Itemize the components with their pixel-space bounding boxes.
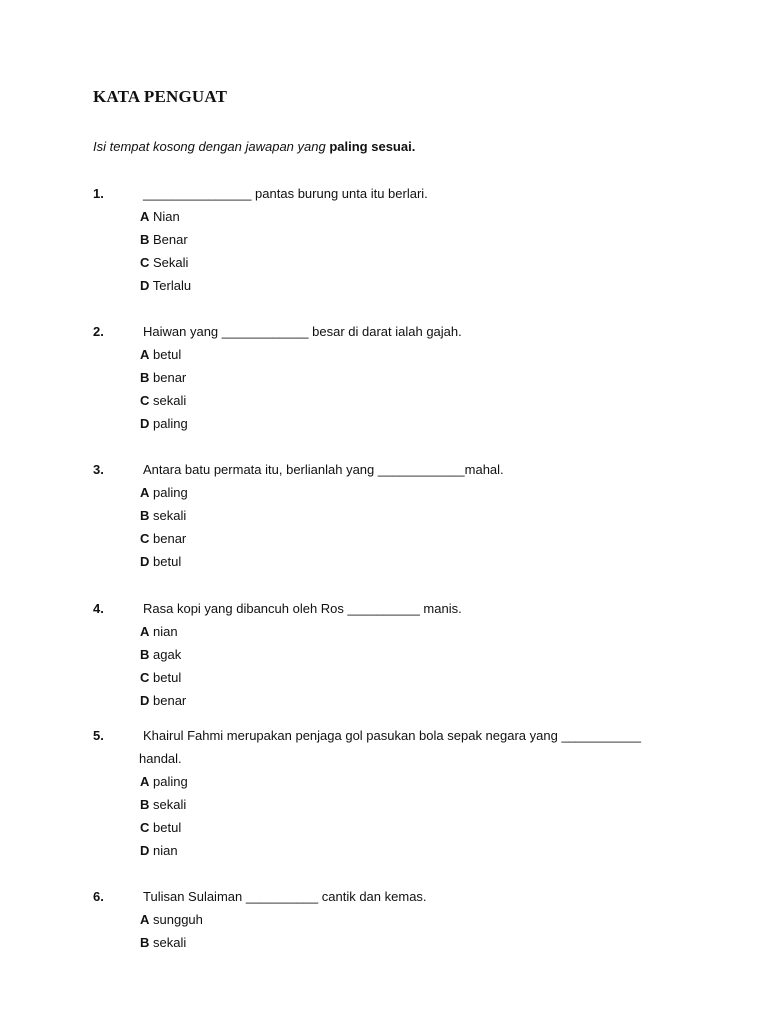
option-text: betul — [153, 820, 182, 835]
question-5 — [93, 724, 713, 862]
option-text: paling — [153, 774, 188, 789]
option-d — [93, 274, 713, 297]
option-letter: A — [140, 912, 150, 927]
option-text: sungguh — [153, 912, 203, 927]
option-b — [93, 366, 713, 389]
option-text: benar — [153, 693, 187, 708]
question-text: Khairul Fahmi merupakan penjaga gol pasukan bola sepak negara yang ___________ — [143, 728, 641, 743]
option-letter: C — [140, 670, 150, 685]
question-4 — [93, 597, 713, 712]
option-text: benar — [153, 370, 187, 385]
option-a — [93, 205, 713, 228]
option-text: nian — [153, 843, 178, 858]
question-2 — [93, 320, 713, 435]
option-d — [93, 550, 713, 573]
option-letter: A — [140, 347, 150, 362]
question-text-continuation: handal. — [139, 751, 182, 766]
question-number: 5. — [93, 728, 104, 743]
option-a — [93, 770, 713, 793]
option-text: Terlalu — [152, 278, 192, 293]
option-b — [93, 504, 713, 527]
options-list — [93, 620, 713, 712]
option-c — [93, 527, 713, 550]
worksheet-title: KATA PENGUAT — [93, 87, 228, 106]
option-c — [93, 251, 713, 274]
option-letter: D — [140, 416, 150, 431]
question-text: Antara batu permata itu, berlianlah yang ____________mahal. — [143, 462, 504, 477]
option-a — [93, 343, 713, 366]
option-text: betul — [153, 670, 182, 685]
option-letter: C — [140, 393, 150, 408]
option-text: betul — [153, 347, 182, 362]
option-letter: C — [140, 255, 150, 270]
option-text: sekali — [153, 393, 187, 408]
option-letter: C — [140, 531, 150, 546]
instruction-italic: Isi tempat kosong dengan jawapan yang — [93, 139, 330, 154]
question-1 — [93, 182, 713, 297]
option-d — [93, 689, 713, 712]
options-list — [93, 343, 713, 435]
option-b — [93, 793, 713, 816]
option-d — [93, 412, 713, 435]
options-list — [93, 205, 713, 297]
option-text: paling — [153, 416, 188, 431]
option-letter: B — [140, 647, 150, 662]
option-text: agak — [153, 647, 182, 662]
option-text: Benar — [153, 232, 188, 247]
option-a — [93, 908, 713, 931]
option-b — [93, 643, 713, 666]
option-c — [93, 389, 713, 412]
option-letter: B — [140, 232, 150, 247]
option-letter: D — [140, 554, 150, 569]
option-c — [93, 816, 713, 839]
option-text: nian — [153, 624, 178, 639]
question-text: Haiwan yang ____________ besar di darat ialah gajah. — [143, 324, 462, 339]
option-text: Nian — [153, 209, 180, 224]
option-letter: A — [140, 624, 150, 639]
option-text: paling — [153, 485, 188, 500]
instruction — [93, 139, 415, 154]
options-list — [93, 770, 713, 862]
option-letter: D — [140, 693, 150, 708]
option-letter: D — [140, 843, 150, 858]
option-letter: A — [140, 774, 150, 789]
option-b — [93, 931, 713, 954]
question-number: 2. — [93, 324, 104, 339]
question-text: Tulisan Sulaiman __________ cantik dan kemas. — [143, 889, 427, 904]
options-list — [93, 481, 713, 573]
option-letter: A — [140, 485, 150, 500]
options-list — [93, 908, 713, 954]
option-letter: D — [140, 278, 150, 293]
option-letter: B — [140, 797, 150, 812]
question-3 — [93, 458, 713, 573]
question-number: 3. — [93, 462, 104, 477]
option-text: sekali — [153, 797, 187, 812]
option-d — [93, 839, 713, 862]
option-text: betul — [153, 554, 182, 569]
instruction-bold: paling sesuai. — [329, 139, 416, 154]
option-a — [93, 481, 713, 504]
question-number: 6. — [93, 889, 104, 904]
option-text: benar — [153, 531, 187, 546]
option-letter: B — [140, 935, 150, 950]
question-text: Rasa kopi yang dibancuh oleh Ros __________ manis. — [143, 601, 462, 616]
question-text: _______________ pantas burung unta itu berlari. — [143, 186, 428, 201]
question-6 — [93, 885, 713, 954]
option-text: sekali — [153, 935, 187, 950]
question-number: 1. — [93, 186, 104, 201]
option-letter: B — [140, 508, 150, 523]
option-c — [93, 666, 713, 689]
question-number: 4. — [93, 601, 104, 616]
option-text: Sekali — [153, 255, 189, 270]
option-letter: B — [140, 370, 150, 385]
option-a — [93, 620, 713, 643]
option-letter: A — [140, 209, 150, 224]
option-text: sekali — [153, 508, 187, 523]
option-letter: C — [140, 820, 150, 835]
option-b — [93, 228, 713, 251]
